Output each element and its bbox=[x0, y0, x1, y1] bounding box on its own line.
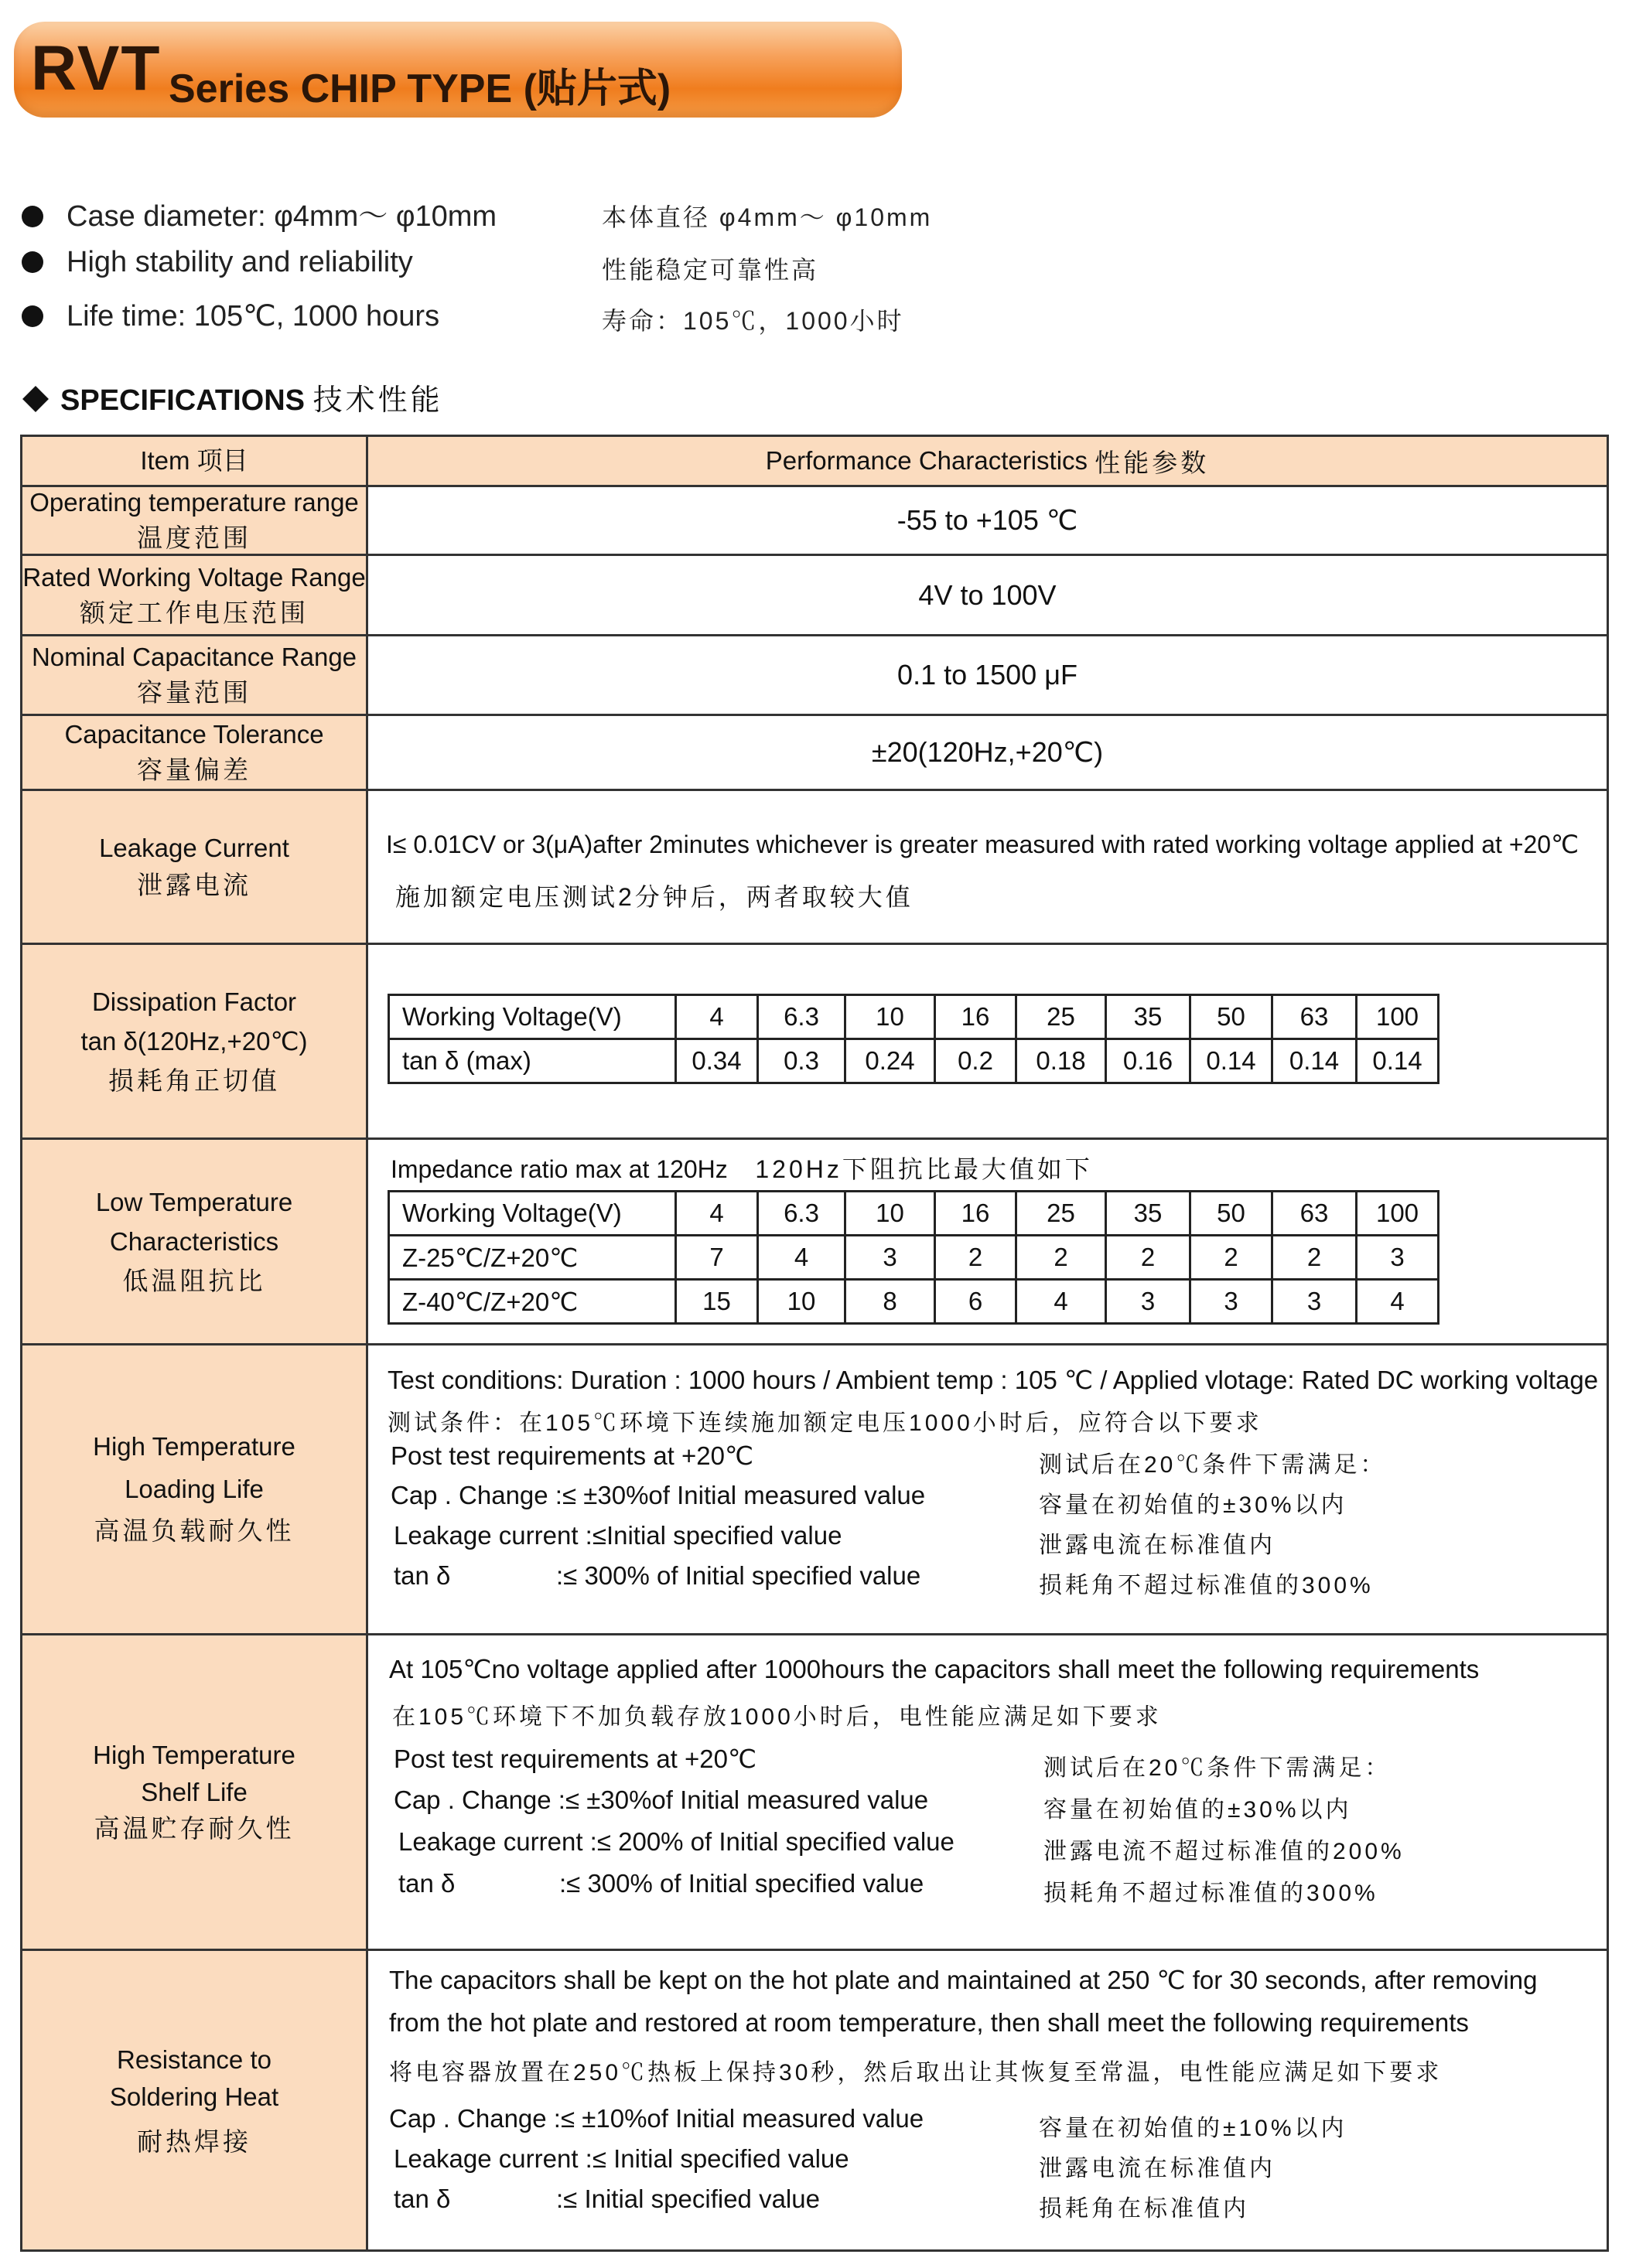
specifications-heading bbox=[26, 376, 443, 418]
table-row: tan δ (max) 0.34 0.3 0.24 0.2 0.18 0.16 0.14 0.14 0.14 bbox=[389, 1039, 1439, 1083]
item-leakage: Leakage Current 泄露电流 bbox=[99, 834, 289, 899]
solder-cap: Cap . Change :≤ ±10%of Initial measured value bbox=[389, 2104, 924, 2133]
shelf-leak: Leakage current :≤ 200% of Initial specified value bbox=[398, 1827, 955, 1856]
voltage-label: Working Voltage(V) bbox=[389, 995, 676, 1039]
solder-cond-1: The capacitors shall be kept on the hot plate and maintained at 250 ℃ for 30 seconds, after removing bbox=[389, 1966, 1538, 1994]
spec-title: SPECIFICATIONS bbox=[60, 384, 305, 417]
load-leak-cn: 泄露电流在标准值内 bbox=[1039, 1533, 1276, 1558]
solder-cond-cn: 将电容器放置在250℃热板上保持30秒，然后取出让其恢复至常温，电性能应满足如下要求 bbox=[389, 2060, 1443, 2086]
load-cap-cn: 容量在初始值的±30%以内 bbox=[1039, 1492, 1347, 1518]
load-leak: Leakage current :≤Initial specified value bbox=[394, 1521, 842, 1550]
table-row: Working Voltage(V) 4 6.3 10 16 25 35 50 63 100 bbox=[389, 995, 1439, 1039]
solder-tan-cn: 损耗角在标准值内 bbox=[1039, 2196, 1249, 2222]
spec-title-cn: 技术性能 bbox=[312, 384, 443, 417]
specifications-table bbox=[20, 435, 1609, 2252]
dissipation-table bbox=[388, 994, 1439, 1084]
table-row: Working Voltage(V) 4 6.3 10 16 25 35 50 63 100 bbox=[389, 1192, 1439, 1236]
load-cond: Test conditions: Duration : 1000 hours / Ambient temp : 105 ℃ / Applied vlotage: Rated DC working voltage bbox=[388, 1366, 1599, 1394]
load-post-cn: 测试后在20℃条件下需满足： bbox=[1039, 1452, 1387, 1478]
header-performance: Performance Characteristics 性能参数 bbox=[765, 446, 1210, 477]
leakage-text: I≤ 0.01CV or 3(μA)after 2minutes whichever is greater measured with rated working voltage applied at +20℃ bbox=[386, 830, 1579, 858]
item-low-temp: Low Temperature Characteristics 低温阻抗比 bbox=[95, 1187, 293, 1296]
solder-tan: :≤ Initial specified value bbox=[556, 2184, 820, 2213]
bullet-icon bbox=[22, 251, 43, 273]
shelf-cap-cn: 容量在初始值的±30%以内 bbox=[1043, 1797, 1352, 1823]
shelf-cap: Cap . Change :≤ ±30%of Initial measured value bbox=[394, 1785, 929, 1814]
bullet-icon bbox=[22, 305, 43, 327]
load-cond-cn: 测试条件：在105℃环境下连续施加额定电压1000小时后，应符合以下要求 bbox=[388, 1410, 1262, 1436]
item-dissipation: Dissipation Factor tan δ(120Hz,+20℃) 损耗角正切值 bbox=[80, 987, 308, 1096]
diamond-icon bbox=[22, 386, 49, 412]
load-cap: Cap . Change :≤ ±30%of Initial measured value bbox=[391, 1481, 926, 1509]
feature-item bbox=[22, 298, 439, 333]
shelf-tan: :≤ 300% of Initial specified value bbox=[559, 1869, 924, 1898]
item-shelf-life: High Temperature Shelf Life 高温贮存耐久性 bbox=[93, 1740, 295, 1843]
feature-text: High stability and reliability bbox=[67, 246, 413, 278]
table-row: Z-40℃/Z+20℃ 15 10 8 6 4 3 3 3 4 bbox=[389, 1280, 1439, 1324]
load-tan: :≤ 300% of Initial specified value bbox=[556, 1561, 921, 1590]
shelf-cond-cn: 在105℃环境下不加负载存放1000小时后，电性能应满足如下要求 bbox=[392, 1704, 1162, 1730]
shelf-post-cn: 测试后在20℃条件下需满足： bbox=[1043, 1755, 1392, 1781]
feature-item bbox=[22, 192, 497, 234]
feature-text: Life time: 105℃, 1000 hours bbox=[67, 300, 440, 333]
item-cap-tolerance: Capacitance Tolerance 容量偏差 bbox=[64, 720, 324, 784]
feature-text-cn: 本体直径 φ4mm～ φ10mm bbox=[602, 203, 933, 231]
item-load-life: High Temperature Loading Life 高温负载耐久性 bbox=[93, 1432, 295, 1546]
item-nominal-cap: Nominal Capacitance Range 容量范围 bbox=[31, 643, 357, 707]
low-temp-intro: Impedance ratio max at 120Hz 120Hz下阻抗比最大值如下 bbox=[391, 1155, 1093, 1183]
solder-tan-label: tan δ bbox=[394, 2184, 451, 2213]
feature-text-cn: 寿命：105℃，1000小时 bbox=[602, 307, 904, 335]
feature-text-cn: 性能稳定可靠性高 bbox=[602, 256, 819, 284]
value-nominal-cap: 0.1 to 1500 μF bbox=[897, 659, 1077, 691]
load-tan-cn: 损耗角不超过标准值的300% bbox=[1039, 1573, 1374, 1598]
series-banner bbox=[14, 22, 902, 118]
value-operating-temp: -55 to +105 ℃ bbox=[896, 504, 1078, 536]
solder-leak-cn: 泄露电流在标准值内 bbox=[1039, 2156, 1276, 2181]
bullet-icon bbox=[22, 206, 43, 227]
solder-leak: Leakage current :≤ Initial specified value bbox=[394, 2144, 849, 2173]
shelf-post: Post test requirements at +20℃ bbox=[394, 1744, 757, 1773]
value-rated-voltage: 4V to 100V bbox=[918, 578, 1057, 611]
tan-label: tan δ (max) bbox=[389, 1039, 676, 1083]
feature-text: Case diameter: φ4mm～ φ10mm bbox=[67, 200, 497, 233]
item-operating-temp: Operating temperature range 温度范围 bbox=[29, 488, 359, 552]
solder-cap-cn: 容量在初始值的±10%以内 bbox=[1039, 2116, 1347, 2141]
series-code: RVT bbox=[31, 33, 162, 104]
low-temp-table bbox=[388, 1190, 1439, 1325]
value-cap-tolerance: ±20(120Hz,+20℃) bbox=[871, 736, 1104, 768]
load-tan-label: tan δ bbox=[394, 1561, 451, 1590]
leakage-text-cn: 施加额定电压测试2分钟后，两者取较大值 bbox=[395, 883, 914, 911]
shelf-leak-cn: 泄露电流不超过标准值的200% bbox=[1043, 1839, 1405, 1864]
shelf-cond: At 105℃no voltage applied after 1000hours the capacitors shall meet the following requirements bbox=[389, 1655, 1480, 1683]
series-title: Series CHIP TYPE (贴片式) bbox=[169, 67, 671, 111]
table-row: Z-25℃/Z+20℃ 7 4 3 2 2 2 2 2 3 bbox=[389, 1236, 1439, 1280]
feature-item bbox=[22, 246, 413, 279]
item-soldering: Resistance to Soldering Heat 耐热焊接 bbox=[109, 2045, 279, 2156]
shelf-tan-label: tan δ bbox=[398, 1869, 456, 1898]
item-rated-voltage: Rated Working Voltage Range 额定工作电压范围 bbox=[22, 562, 366, 627]
solder-cond-2: from the hot plate and restored at room temperature, then shall meet the following requirements bbox=[389, 2008, 1469, 2037]
header-item: Item 项目 bbox=[140, 446, 248, 476]
load-post: Post test requirements at +20℃ bbox=[391, 1441, 754, 1470]
shelf-tan-cn: 损耗角不超过标准值的300% bbox=[1043, 1881, 1378, 1906]
